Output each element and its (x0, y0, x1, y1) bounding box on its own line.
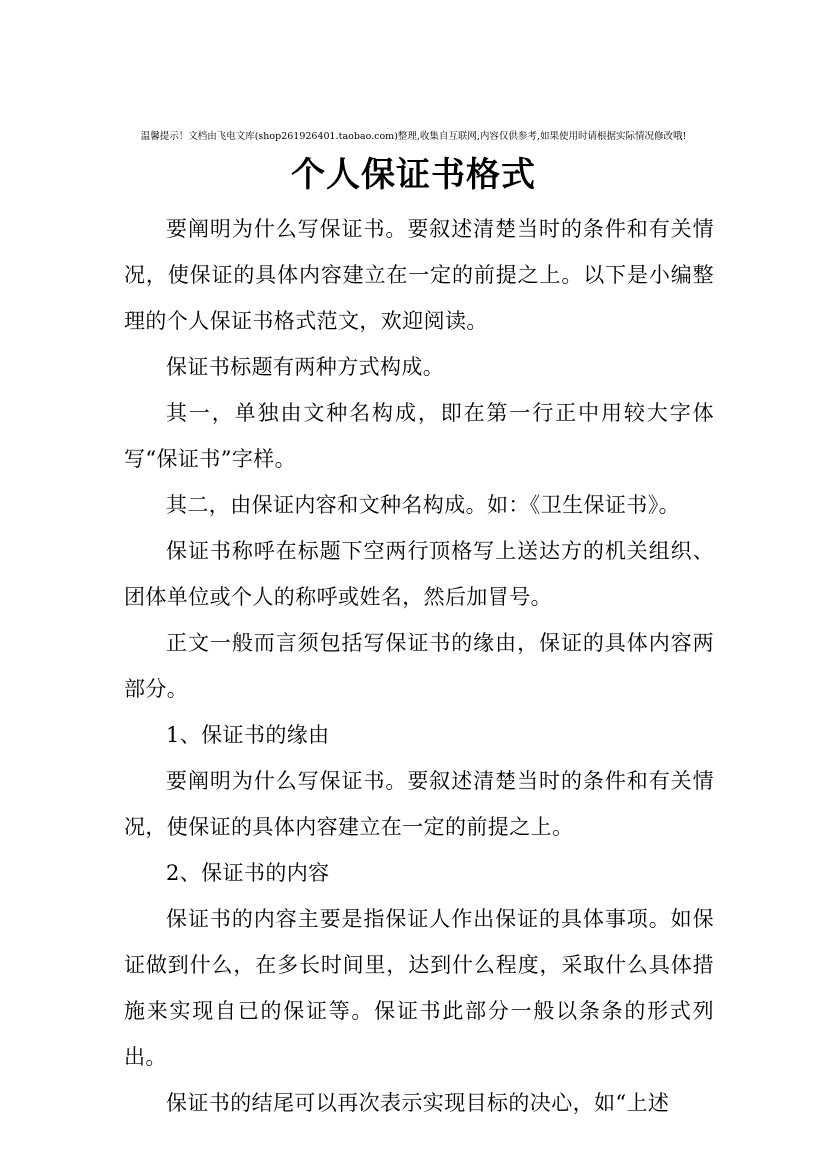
page-title: 个人保证书格式 (291, 155, 536, 195)
document-body (124, 206, 714, 1126)
paragraph: 保证书称呼在标题下空两行顶格写上送达方的机关组织、团体单位或个人的称呼或姓名，然后加冒号。 (124, 539, 714, 609)
header-notice: 温馨提示！文档由飞电文库(shop261926401.taobao.com)整理,收集自互联网,内容仅供参考,如果使用时请根据实际情况修改哦! (140, 131, 687, 142)
paragraph: 其一，单独由文种名构成，即在第一行正中用较大字体写“保证书”字样。 (124, 401, 714, 471)
paragraph: 保证书的结尾可以再次表示实现目标的决心，如“上述 (166, 1091, 670, 1115)
section-heading: 1、保证书的缘由 (166, 723, 330, 747)
section-heading: 2、保证书的内容 (166, 861, 330, 885)
paragraph: 保证书的内容主要是指保证人作出保证的具体事项。如保证做到什么，在多长时间里，达到什么程度，采取什么具体措施来实现自已的保证等。保证书此部分一般以条条的形式列出。 (124, 907, 714, 1069)
paragraph: 其二，由保证内容和文种名构成。如：《卫生保证书》。 (166, 493, 680, 517)
paragraph: 正文一般而言须包括写保证书的缘由，保证的具体内容两部分。 (124, 631, 714, 701)
paragraph: 要阐明为什么写保证书。要叙述清楚当时的条件和有关情况，使保证的具体内容建立在一定的前提之上。以下是小编整理的个人保证书格式范文，欢迎阅读。 (124, 217, 714, 333)
paragraph: 要阐明为什么写保证书。要叙述清楚当时的条件和有关情况，使保证的具体内容建立在一定的前提之上。 (124, 769, 714, 839)
paragraph: 保证书标题有两种方式构成。 (166, 355, 445, 379)
